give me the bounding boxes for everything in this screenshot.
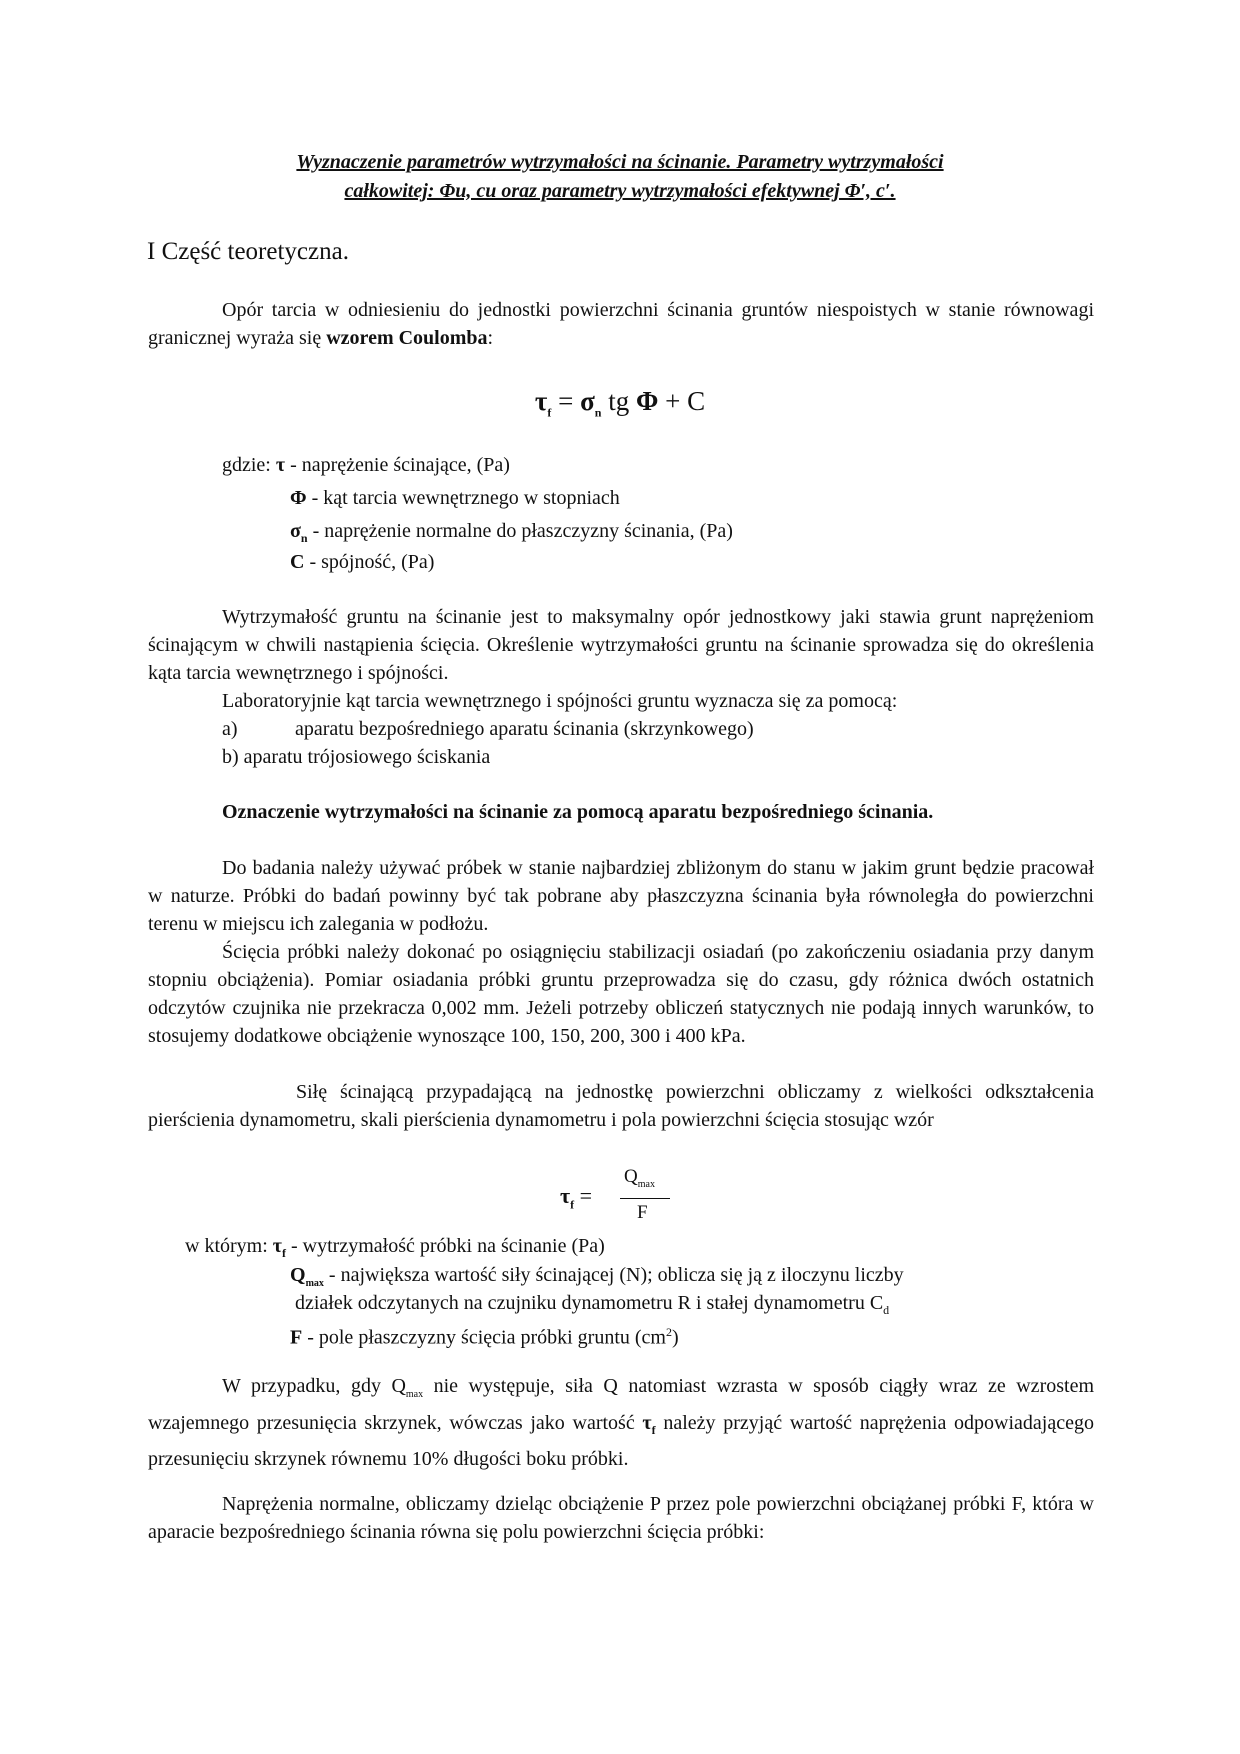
document-title (150, 148, 1090, 206)
list-item-a-marker: a) (222, 718, 238, 740)
shear-paragraph: Ścięcia próbki należy dokonać po osiągnięciu stabilizacji osiadań (po zakończeniu osiadania przy danym stopniu obciążenia). Pomiar osiadania próbki gruntu przeprowadza się do czasu, gdy różnica dwóch ostatnich odczytów czujnika nie przekracza 0,002 mm. Jeżeli potrzeby obliczeń statycznych nie podają innych warunków, to stosujemy dodatkowe obciążenie wynoszące 100, 150, 200, 300 i 400 kPa. (148, 941, 1094, 1047)
where-qmax-cont: działek odczytanych na czujniku dynamometru R i stałej dynamometru $C_d$ (295, 1292, 890, 1317)
normal-stress-paragraph: Naprężenia normalne, obliczamy dzieląc obciążenie P przez pole powierzchni obciążanej próbki F, która w aparacie bezpośredniego ścinania równa się polu powierzchni ścięcia próbki: (148, 1493, 1094, 1543)
list-item-b: b) aparatu trójosiowego ściskania (222, 746, 491, 768)
shear-strength-formula: $\tau_f$ = $Q_{max}$ F (560, 1166, 680, 1230)
fraction-numerator: $Q_{max}$ (624, 1166, 655, 1190)
title-line-1: Wyznaczenie parametrów wytrzymałości na ścinanie. Parametry wytrzymałości (296, 151, 944, 173)
definition-sigma: $\sigma_n$ - naprężenie normalne do płaszczyzny ścinania, (Pa) (290, 520, 733, 545)
definition-phi: Φ - kąt tarcia wewnętrznego w stopniach (290, 487, 620, 509)
intro-paragraph: Opór tarcia w odniesieniu do jednostki powierzchni ścinania gruntów niespoistych w stanie równowagi granicznej wyraża się wzorem Coulomba: (148, 299, 1094, 349)
definition-tau: gdzie: τ - naprężenie ścinające, (Pa) (222, 454, 510, 476)
coulomb-term: wzorem Coulomba (326, 327, 488, 349)
fraction-bar (620, 1198, 670, 1199)
title-line-2: całkowitej: Φu, cu oraz parametry wytrzymałości efektywnej Φ′, c′. (344, 180, 896, 202)
force-paragraph: Siłę ścinającą przypadającą na jednostkę powierzchni obliczamy z wielkości odkształcenia pierścienia dynamometru, skali pierścienia dynamometru i pola powierzchni ścięcia stosując wzór (148, 1081, 1094, 1131)
definition-c: C - spójność, (Pa) (290, 551, 435, 573)
samples-paragraph: Do badania należy używać próbek w stanie najbardziej zbliżonym do stanu w jakim grunt będzie pracował w naturze. Próbki do badań powinny być tak pobrane aby płaszczyzna ścinania była równoległa do powierzchni terenu w miejscu ich zalegania w podłożu. (148, 857, 1094, 935)
case-paragraph: W przypadku, gdy $Q_{max}$ nie występuje, siła Q natomiast wzrasta w sposób ciągły wraz ze wzrostem wzajemnego przesunięcia skrzynek, wówczas jako wartość $\tau_f$ należy przyjąć wartość naprężenia odpowiadającego przesunięciu skrzynek równemu 10% długości boku próbki. (148, 1375, 1094, 1470)
section-heading: I Część teoretyczna. (147, 238, 349, 265)
fraction-denominator: F (637, 1202, 648, 1223)
coulomb-formula: $\tau_f = \sigma_n$ tg Φ + C (534, 386, 706, 420)
where-f: F - pole płaszczyzny ścięcia próbki gruntu $(cm^2)$ (290, 1325, 679, 1349)
where-tau: w którym: $\tau_f$ - wytrzymałość próbki na ścinanie (Pa) (185, 1235, 605, 1260)
where-qmax: $Q_{max}$ - największa wartość siły ścinającej (N); oblicza się ją z iloczynu liczby (290, 1264, 904, 1289)
strength-paragraph: Wytrzymałość gruntu na ścinanie jest to maksymalny opór jednostkowy jaki stawia grunt naprężeniom ścinającym w chwili nastąpienia ścięcia. Określenie wytrzymałości gruntu na ścinanie sprowadza się do określenia kąta tarcia wewnętrznego i spójności. (148, 606, 1094, 684)
subheading: Oznaczenie wytrzymałości na ścinanie za pomocą aparatu bezpośredniego ścinania. (222, 801, 934, 823)
list-item-a: aparatu bezpośredniego aparatu ścinania (skrzynkowego) (295, 718, 754, 740)
lab-paragraph: Laboratoryjnie kąt tarcia wewnętrznego i spójności gruntu wyznacza się za pomocą: (222, 690, 898, 712)
